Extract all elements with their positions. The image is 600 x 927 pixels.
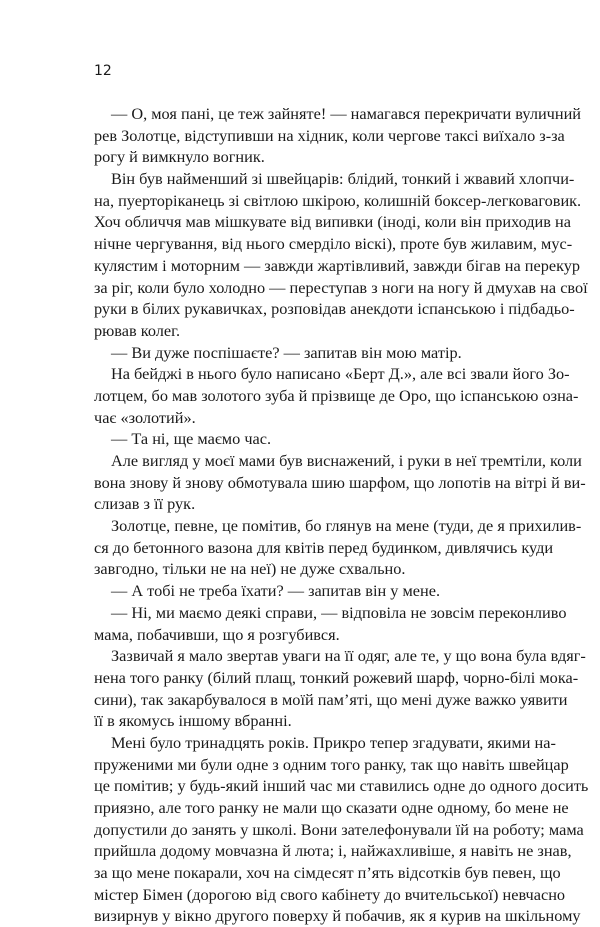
text-line: містер Бімен (дорогою від свого кабінету до вчительської) невчасно [94,884,566,904]
text-line: На бейджі в нього було написано «Берт Д.», але всі звали його Зо- [111,364,570,384]
text-line: Він був найменший зі швейцарів: блідий, тонкий і жвавий хлопчи- [111,169,575,189]
text-line: на, пуерторіканець зі світлою шкірою, колишній боксер-легковаговик. [94,190,582,210]
text-line: її в якомусь іншому вбранні. [94,711,292,731]
text-line: Зазвичай я мало звертав уваги на її одяг, але те, у що вона була вдяг- [111,646,586,666]
text-line: пруженими ми були одне з одним того ранку, так що навіть швейцар [94,754,569,774]
text-line: лотцем, бо мав золотого зуба й прізвище де Оро, що іспанською озна- [94,385,579,405]
page-number: 12 [94,63,112,79]
text-line: завгодно, тільки не на неї) не дуже схвально. [94,559,406,579]
text-line: нена того ранку (білий плащ, тонкий рожевий шарф, чорно-білі мока- [94,667,579,687]
text-line: сини), так закарбувалося в моїй пам’яті, що мені дуже важко уявити [94,689,568,709]
text-line: руки в білих рукавичках, розповідав анекдоти іспанською і підбадьо- [94,299,575,319]
text-line: Але вигляд у моєї мами був виснажений, і руки в неї тремтіли, коли [111,451,582,470]
text-line: — Ви дуже поспішаєте? — запитав він мою матір. [111,342,462,362]
text-line: допустили до занять у школі. Вони зателефонували їй на роботу; мама [94,819,584,839]
text-line: чає «золотий». [94,407,196,427]
text-line: це помітив; у будь-який інший час ми ставились одне до одного досить [94,776,589,796]
text-line: мама, побачивши, що я розгубився. [94,624,340,644]
text-line: — О, моя пані, це теж зайняте! — намагався перекричати вуличний [111,104,582,123]
text-line: за що мене покарали, хоч на сімдесят п’ять відсотків був певен, що [94,863,561,883]
text-line: Мені було тринадцять років. Прикро тепер згадувати, якими на- [111,732,556,752]
text-line: вона знову й знову обмотувала шию шарфом, що лопотів на вітрі й ви- [94,472,586,492]
text-line: за ріг, коли було холодно — переступав з ноги на ногу й дмухав на свої [94,277,588,297]
text-line: — Та ні, ще маємо час. [111,429,272,449]
text-line: прийшла додому мовчазна й люта; і, найжахливіше, я навіть не знав, [94,841,572,861]
text-line: рогу й вимкнуло вогник. [94,147,265,167]
text-line: визирнув у вікно другого поверху й побачив, як я курив на шкільному [94,906,581,926]
text-line: — А тобі не треба їхати? — запитав він у мене. [111,581,441,601]
body-text [94,103,589,927]
text-line: Золотце, певне, це помітив, бо глянув на мене (туди, де я прихилив- [111,516,582,536]
text-line: рював колег. [94,320,181,340]
text-line: нічне чергування, від нього смерділо віскі), проте був жилавим, мус- [94,234,573,254]
text-line: слизав з її рук. [94,494,196,514]
text-line: — Ні, ми маємо деякі справи, — відповіла не зовсім переконливо [111,602,567,622]
text-line: Хоч обличчя мав мішкувате від випивки (іноді, коли він приходив на [94,212,571,232]
text-line: рев Золотце, відступивши на хідник, коли чергове таксі виїхало з-за [94,125,565,145]
text-line: кулястим і моторним — завжди жартівливий, завжди бігав на перекур [94,255,581,275]
text-line: ся до бетонного вазона для квітів перед будинком, дивлячись куди [94,537,554,557]
text-line: приязно, але того ранку не мали що сказати одне одному, бо мене не [94,798,569,817]
